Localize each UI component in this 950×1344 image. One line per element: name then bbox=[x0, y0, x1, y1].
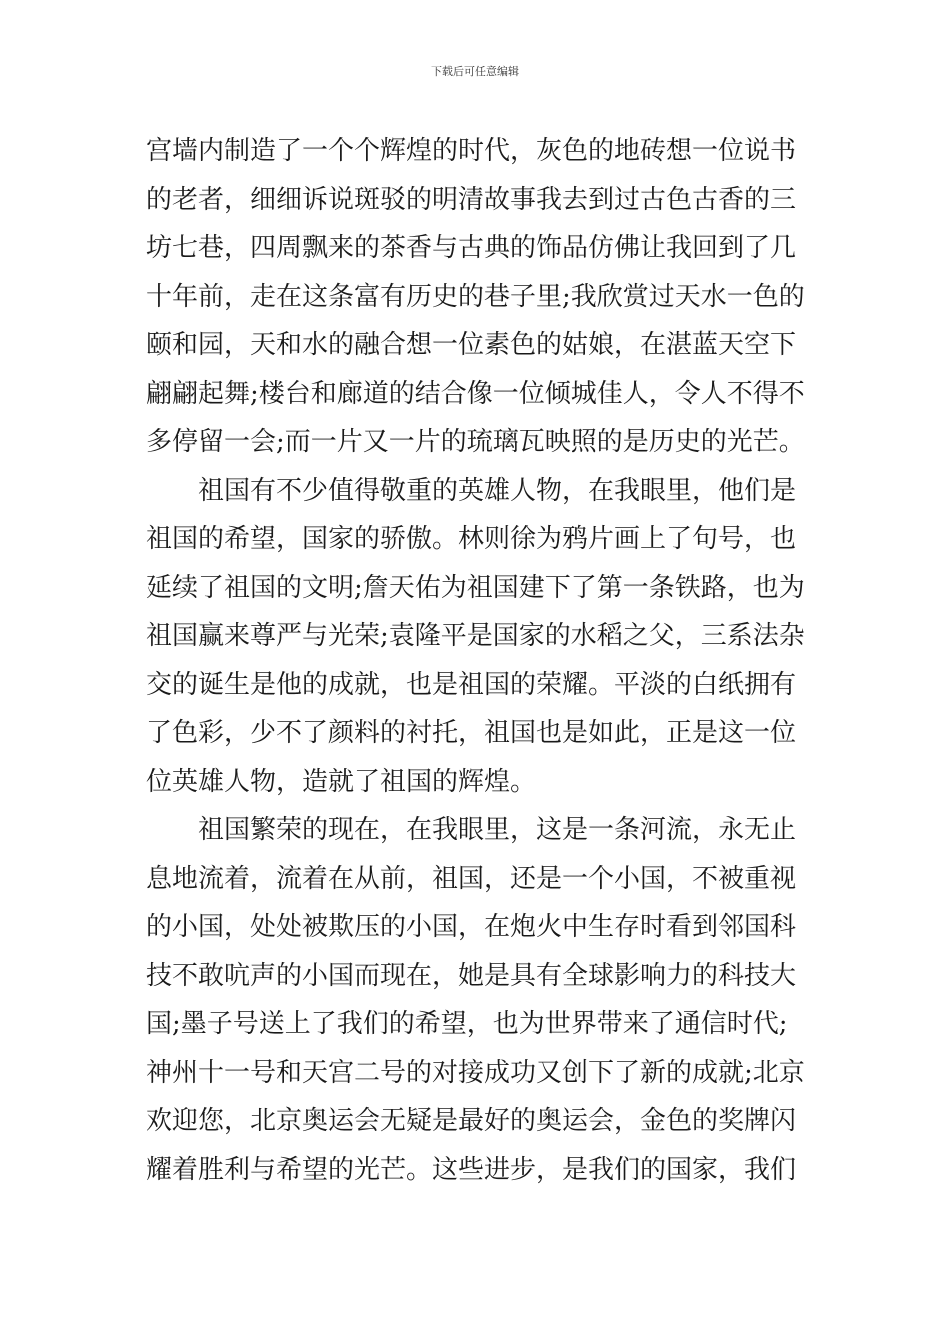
text-line: 十年前，走在这条富有历史的巷子里;我欣赏过天水一色的 bbox=[146, 281, 805, 312]
text-line: 神州十一号和天宫二号的对接成功又创下了新的成就;北京 bbox=[146, 1057, 805, 1088]
text-line: 的小国，处处被欺压的小国，在炮火中生存时看到邻国科 bbox=[146, 912, 797, 942]
text-line: 翩翩起舞;楼台和廊道的结合像一位倾城佳人，令人不得不 bbox=[146, 378, 805, 409]
text-line: 息地流着，流着在从前，祖国，还是一个小国，不被重视 bbox=[146, 863, 797, 894]
text-line: 坊七巷，四周飘来的茶香与古典的饰品仿佛让我回到了几 bbox=[146, 233, 797, 263]
text-line: 宫墙内制造了一个个辉煌的时代，灰色的地砖想一位说书 bbox=[146, 136, 797, 166]
text-line: 欢迎您，北京奥运会无疑是最好的奥运会，金色的奖牌闪 bbox=[146, 1106, 797, 1136]
document-body bbox=[146, 127, 806, 1194]
text-line: 颐和园，天和水的融合想一位素色的姑娘，在湛蓝天空下 bbox=[146, 330, 797, 360]
text-line: 位英雄人物，造就了祖国的辉煌。 bbox=[146, 766, 537, 797]
text-line: 技不敢吭声的小国而现在，她是具有全球影响力的科技大 bbox=[146, 960, 797, 991]
text-line: 祖国的希望，国家的骄傲。林则徐为鸦片画上了句号，也 bbox=[146, 524, 797, 554]
text-line: 交的诞生是他的成就，也是祖国的荣耀。平淡的白纸拥有 bbox=[146, 669, 797, 700]
text-line: 了色彩，少不了颜料的衬托，祖国也是如此，正是这一位 bbox=[146, 718, 797, 748]
paragraph-first-line: 祖国有不少值得敬重的英雄人物，在我眼里，他们是 bbox=[198, 475, 797, 506]
page-header: 下载后可任意编辑 bbox=[431, 65, 519, 78]
text-line: 延续了祖国的文明;詹天佑为祖国建下了第一条铁路，也为 bbox=[146, 572, 805, 603]
text-line: 祖国赢来尊严与光荣;袁隆平是国家的水稻之父，三系法杂 bbox=[146, 621, 805, 651]
text-line: 国;墨子号送上了我们的希望，也为世界带来了通信时代; bbox=[146, 1009, 788, 1039]
paragraph-first-line: 祖国繁荣的现在，在我眼里，这是一条河流，永无止 bbox=[198, 815, 797, 845]
text-line: 多停留一会;而一片又一片的琉璃瓦映照的是历史的光芒。 bbox=[146, 427, 805, 457]
text-line: 的老者，细细诉说斑驳的明清故事我去到过古色古香的三 bbox=[146, 184, 797, 215]
text-line: 耀着胜利与希望的光芒。这些进步，是我们的国家，我们 bbox=[146, 1154, 797, 1185]
